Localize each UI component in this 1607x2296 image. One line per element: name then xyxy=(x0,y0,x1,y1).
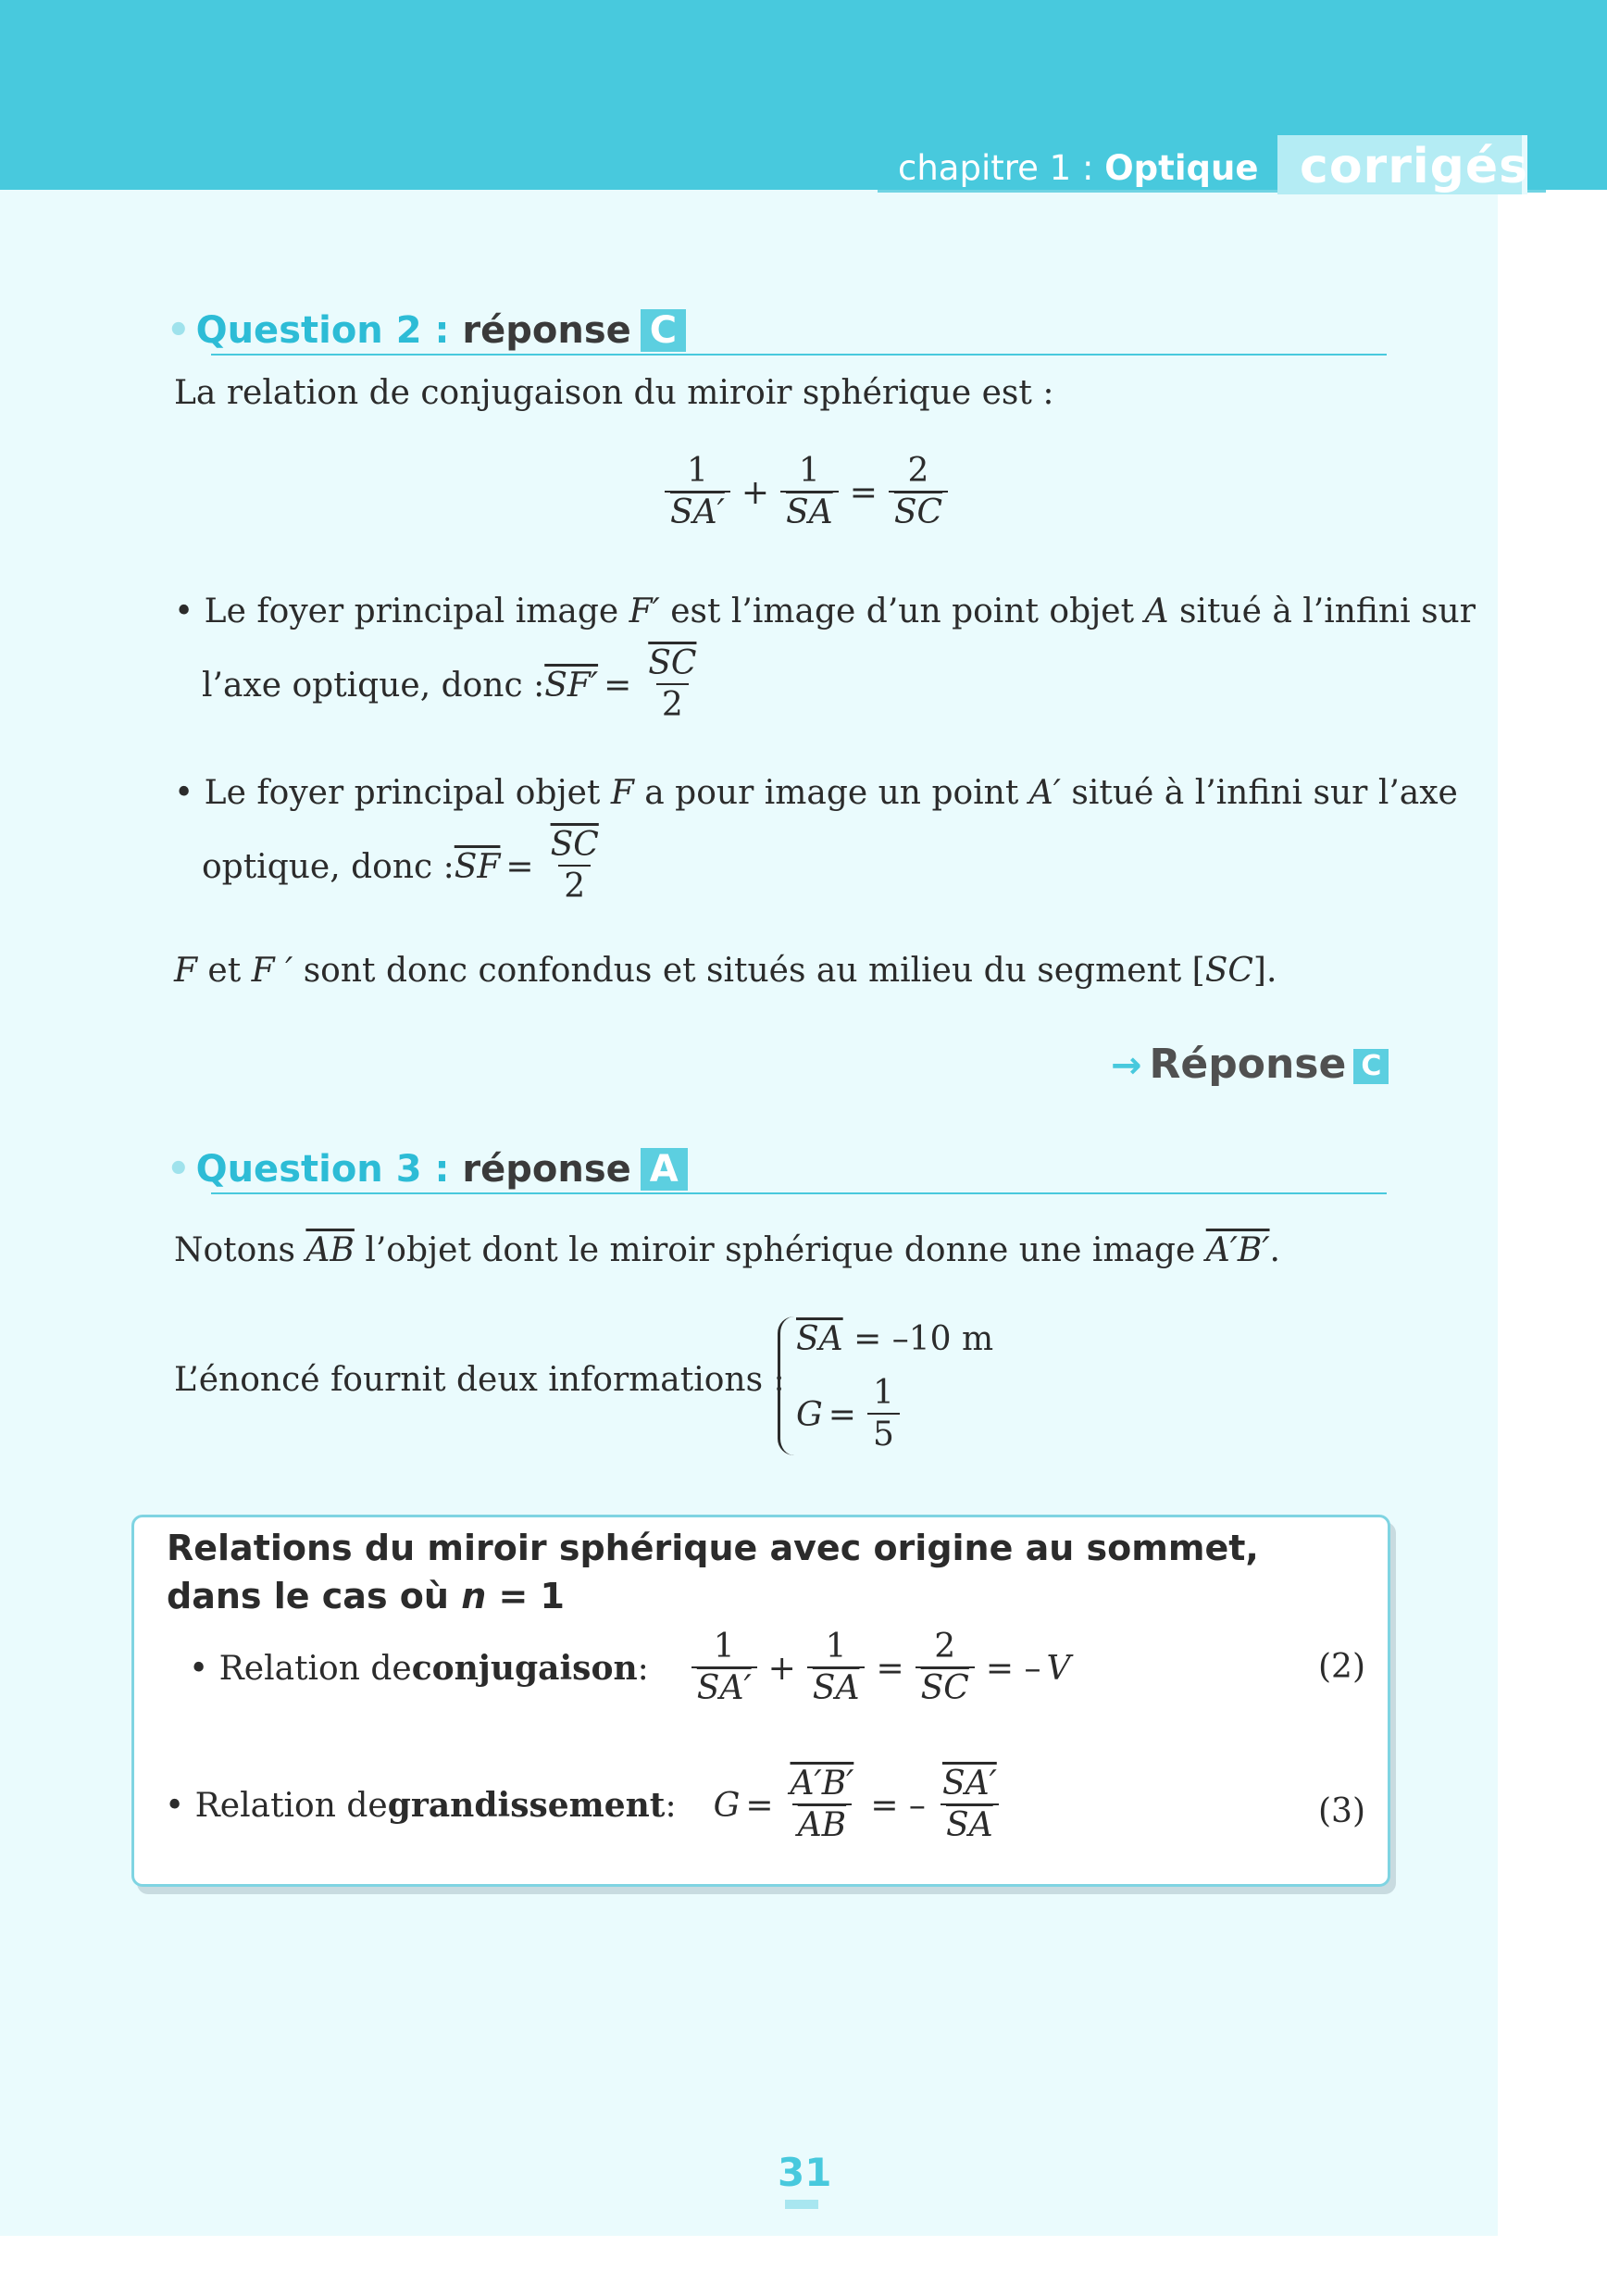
final-answer-label: Réponse xyxy=(1149,1041,1347,1088)
relation-conjugaison: • Relation de conjugaison : $\frac{1}{SA'}$ + $\frac{1}{SA}$ = $\frac{2}{SC}$ = – V xyxy=(189,1628,1071,1707)
fraction: $\frac{1}{SA'}$ xyxy=(665,452,730,533)
fraction: $\frac{1}{SA}$ xyxy=(807,1628,866,1709)
q2-intro: La relation de conjugaison du miroir sphérique est : xyxy=(174,374,1054,412)
q2-item2-line1: • Le foyer principal objet F a pour image un point A′ situé à l’infini sur l’axe xyxy=(174,774,1458,812)
question-3-title xyxy=(167,1148,688,1191)
conjugation-equation: $\frac{1}{SA'}$ + $\frac{1}{SA}$ = $\frac{2}{SC}$ xyxy=(659,452,953,533)
fraction: $\frac{1}{SA}$ xyxy=(780,452,839,533)
q2-conclusion: F et F ′ sont donc confondus et situés au milieu du segment [SC]. xyxy=(174,952,1277,990)
fraction: $\frac{\overline{SC}}{2}$ xyxy=(550,826,599,905)
fraction: $\frac{\overline{SC}}{2}$ xyxy=(648,644,697,724)
answer-letter-badge: A xyxy=(641,1148,688,1191)
final-answer xyxy=(1111,1041,1389,1088)
equation-number-3: (3) xyxy=(1318,1792,1365,1830)
question-label: Question 2 : xyxy=(195,309,463,352)
brace xyxy=(778,1316,797,1455)
q3-info-2: G = $\frac{1}{5}$ xyxy=(796,1374,905,1455)
question-2-title xyxy=(167,309,686,352)
arrow-right-icon: → xyxy=(1111,1044,1142,1087)
final-answer-letter: C xyxy=(1353,1049,1389,1084)
page-number: 31 xyxy=(778,2150,832,2195)
relation-grandissement: • Relation de grandissement : G = $\frac{A'B'}{AB}$ = – $\frac{SA'}{SA}$ xyxy=(165,1765,1008,1846)
question-2-rule xyxy=(211,354,1387,356)
q2-item1-line1: • Le foyer principal image F′ est l’image d’un point objet A situé à l’infini sur xyxy=(174,593,1476,630)
q2-item2-line2: optique, donc : $\overline{SF}$ = $\frac{\overline{SC}}{2}$ xyxy=(202,826,610,907)
question-bullet: • xyxy=(167,309,191,352)
q2-item1-line2: l’axe optique, donc : SF′ = $\frac{\overline{SC}}{2}$ xyxy=(202,644,707,726)
fraction: $\frac{1}{SA'}$ xyxy=(691,1628,757,1709)
corriges-label: corrigés xyxy=(1300,139,1529,194)
question-label: Question 3 : xyxy=(195,1148,463,1191)
fraction: $\frac{2}{SC}$ xyxy=(889,452,948,533)
q3-intro: Notons $\overline{AB}$ l’objet dont le miroir sphérique donne une image A′B′. xyxy=(174,1231,1280,1269)
formula-box-title: Relations du miroir sphérique avec origine au sommet, dans le cas où n = 1 xyxy=(167,1528,1259,1616)
page-number-bar xyxy=(785,2200,818,2209)
fraction: $\frac{1}{5}$ xyxy=(867,1374,900,1455)
chapter-prefix: chapitre 1 : xyxy=(898,148,1105,188)
chapter-name: Optique xyxy=(1104,148,1259,188)
equation-number-2: (2) xyxy=(1318,1648,1365,1686)
fraction: $\frac{SA'}{SA}$ xyxy=(941,1765,997,1844)
question-bullet: • xyxy=(167,1148,191,1191)
answer-word: réponse xyxy=(462,309,631,352)
answer-letter-badge: C xyxy=(641,309,686,352)
question-3-rule xyxy=(211,1192,1387,1194)
fraction: $\frac{2}{SC}$ xyxy=(916,1628,975,1709)
chapter-label xyxy=(898,148,1258,188)
fraction: $\frac{A'B'}{AB}$ xyxy=(790,1765,854,1844)
q3-info-1: $\overline{SA} = -10$ m xyxy=(796,1320,994,1358)
answer-word: réponse xyxy=(462,1148,631,1191)
q3-info-label: L’énoncé fournit deux informations : xyxy=(174,1361,785,1399)
